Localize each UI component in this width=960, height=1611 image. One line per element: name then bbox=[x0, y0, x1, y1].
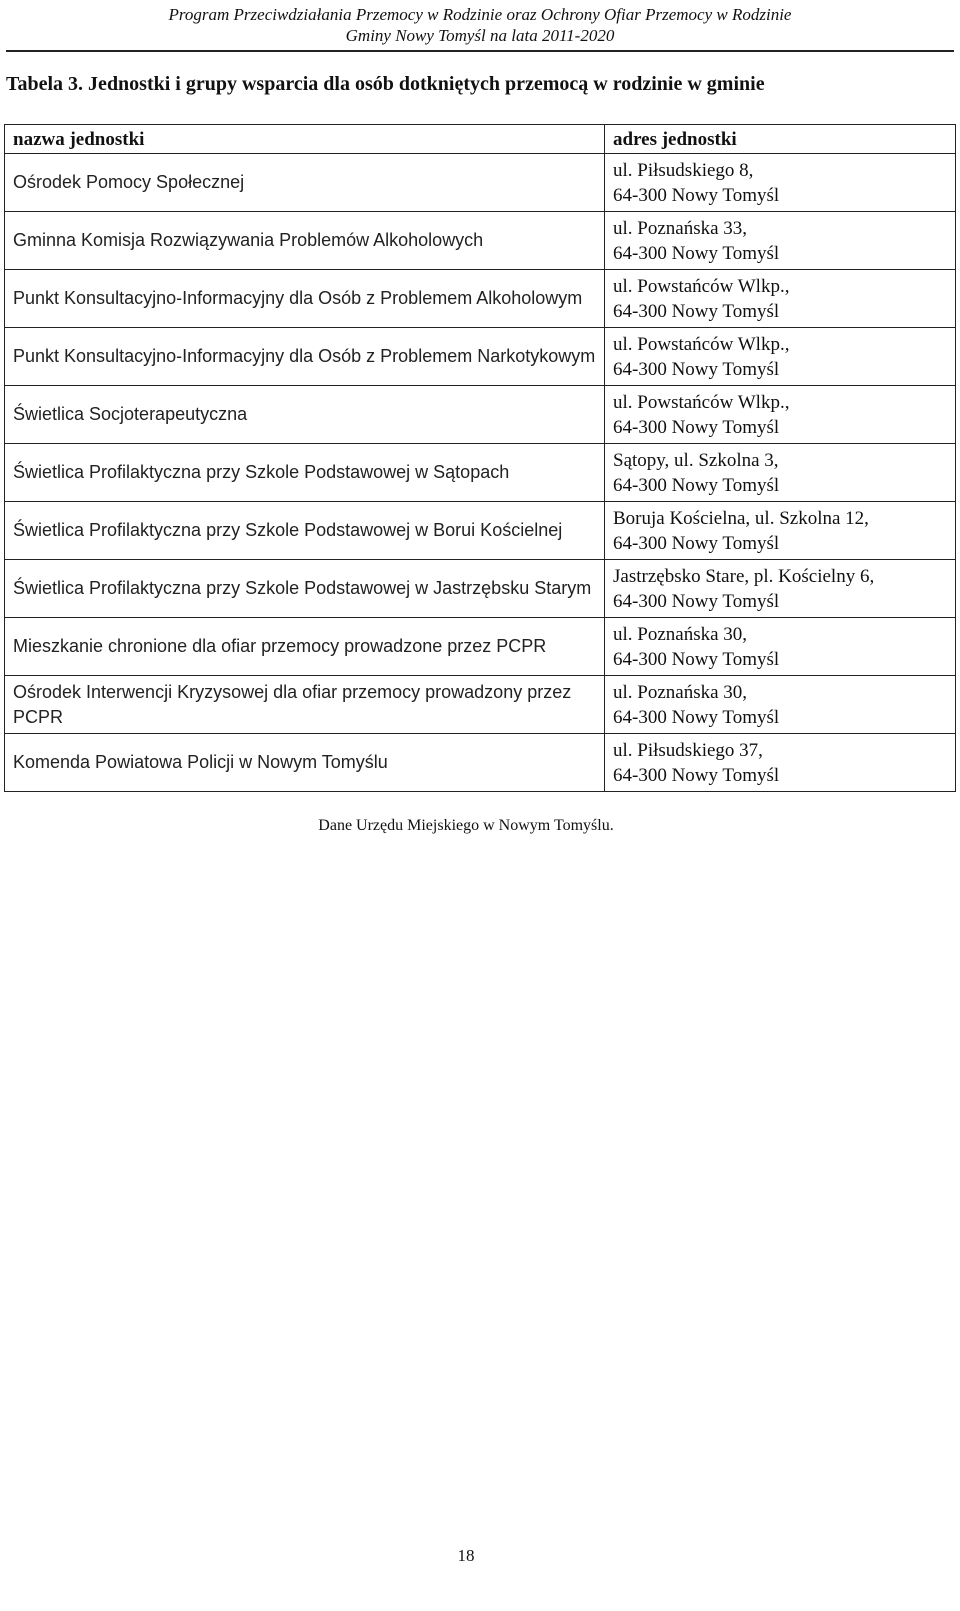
address-line: ul. Powstańców Wlkp., bbox=[613, 275, 790, 297]
unit-name-cell: Świetlica Profilaktyczna przy Szkole Podstawowej w Borui Kościelnej bbox=[5, 502, 605, 560]
header-line-2: Gminy Nowy Tomyśl na lata 2011-2020 bbox=[345, 26, 615, 45]
table-row bbox=[5, 560, 956, 618]
address-line: ul. Poznańska 30, bbox=[613, 623, 748, 645]
column-header-address: adres jednostki bbox=[605, 125, 956, 154]
unit-name-cell: Świetlica Socjoterapeutyczna bbox=[5, 386, 605, 444]
unit-name-cell: Świetlica Profilaktyczna przy Szkole Podstawowej w Sątopach bbox=[5, 444, 605, 502]
table-row bbox=[5, 154, 956, 212]
table-body bbox=[5, 154, 956, 792]
source-note: Dane Urzędu Miejskiego w Nowym Tomyślu. bbox=[318, 817, 614, 834]
column-header-name: nazwa jednostki bbox=[5, 125, 605, 154]
unit-address-cell bbox=[605, 154, 956, 212]
unit-name-cell: Mieszkanie chronione dla ofiar przemocy prowadzone przez PCPR bbox=[5, 618, 605, 676]
header-rule bbox=[6, 50, 954, 52]
unit-name-cell: Punkt Konsultacyjno-Informacyjny dla Osób z Problemem Alkoholowym bbox=[5, 270, 605, 328]
unit-name-cell: Ośrodek Interwencji Kryzysowej dla ofiar przemocy prowadzony przez PCPR bbox=[5, 676, 605, 734]
header-line-1: Program Przeciwdziałania Przemocy w Rodzinie oraz Ochrony Ofiar Przemocy w Rodzinie bbox=[168, 5, 792, 24]
address-line: 64-300 Nowy Tomyśl bbox=[613, 532, 780, 554]
address-line: 64-300 Nowy Tomyśl bbox=[613, 706, 780, 728]
table-row bbox=[5, 444, 956, 502]
address-line: ul. Piłsudskiego 37, bbox=[613, 739, 763, 761]
table-row bbox=[5, 270, 956, 328]
unit-address-cell bbox=[605, 676, 956, 734]
table-row bbox=[5, 386, 956, 444]
address-line: 64-300 Nowy Tomyśl bbox=[613, 590, 780, 612]
unit-address-cell bbox=[605, 328, 956, 386]
address-line: ul. Poznańska 33, bbox=[613, 217, 748, 239]
unit-name-cell: Ośrodek Pomocy Społecznej bbox=[5, 154, 605, 212]
address-line: ul. Poznańska 30, bbox=[613, 681, 748, 703]
unit-address-cell bbox=[605, 618, 956, 676]
unit-address-cell bbox=[605, 444, 956, 502]
unit-address-cell bbox=[605, 734, 956, 792]
address-line: 64-300 Nowy Tomyśl bbox=[613, 648, 780, 670]
address-line: 64-300 Nowy Tomyśl bbox=[613, 416, 780, 438]
table-caption: Tabela 3. Jednostki i grupy wsparcia dla osób dotkniętych przemocą w rodzinie w gminie bbox=[6, 73, 765, 95]
unit-name-cell: Gminna Komisja Rozwiązywania Problemów Alkoholowych bbox=[5, 212, 605, 270]
address-line: 64-300 Nowy Tomyśl bbox=[613, 474, 780, 496]
address-line: Sątopy, ul. Szkolna 3, bbox=[613, 449, 779, 471]
address-line: 64-300 Nowy Tomyśl bbox=[613, 184, 780, 206]
unit-address-cell bbox=[605, 502, 956, 560]
address-line: ul. Powstańców Wlkp., bbox=[613, 333, 790, 355]
unit-address-cell bbox=[605, 270, 956, 328]
table-row bbox=[5, 734, 956, 792]
unit-address-cell bbox=[605, 212, 956, 270]
table-row bbox=[5, 618, 956, 676]
support-units-table bbox=[4, 124, 956, 792]
address-line: 64-300 Nowy Tomyśl bbox=[613, 764, 780, 786]
address-line: 64-300 Nowy Tomyśl bbox=[613, 358, 780, 380]
table-row bbox=[5, 676, 956, 734]
page-number: 18 bbox=[457, 1546, 475, 1565]
address-line: Boruja Kościelna, ul. Szkolna 12, bbox=[613, 507, 869, 529]
address-line: Jastrzębsko Stare, pl. Kościelny 6, bbox=[613, 565, 875, 587]
unit-name-cell: Świetlica Profilaktyczna przy Szkole Podstawowej w Jastrzębsku Starym bbox=[5, 560, 605, 618]
unit-name-cell: Komenda Powiatowa Policji w Nowym Tomyślu bbox=[5, 734, 605, 792]
address-line: 64-300 Nowy Tomyśl bbox=[613, 300, 780, 322]
unit-address-cell bbox=[605, 386, 956, 444]
page-header bbox=[0, 4, 960, 46]
unit-address-cell bbox=[605, 560, 956, 618]
address-line: ul. Piłsudskiego 8, bbox=[613, 159, 754, 181]
address-line: 64-300 Nowy Tomyśl bbox=[613, 242, 780, 264]
address-line: ul. Powstańców Wlkp., bbox=[613, 391, 790, 413]
table-row bbox=[5, 212, 956, 270]
unit-name-cell: Punkt Konsultacyjno-Informacyjny dla Osób z Problemem Narkotykowym bbox=[5, 328, 605, 386]
table-row bbox=[5, 328, 956, 386]
table-row bbox=[5, 502, 956, 560]
